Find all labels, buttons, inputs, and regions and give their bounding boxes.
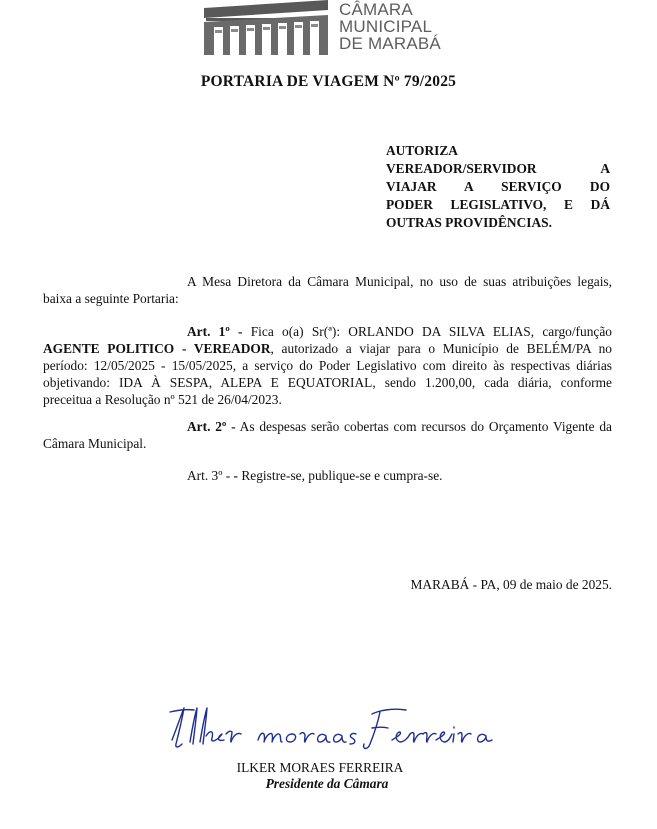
date-text: PA, 09 de maio de 2025.: [480, 577, 612, 592]
ementa-line-4: PODER LEGISLATIVO, E DÁ: [386, 197, 610, 212]
logo-line-2: MUNICIPAL: [339, 17, 433, 36]
intro-line-1-text: A Mesa Diretora da Câmara Municipal, no uso de suas atribuições legais,: [187, 274, 612, 289]
art1-line-2: [43, 340, 612, 357]
art1-label: Art. 1º -: [187, 324, 243, 339]
art2-line-1-text: As despesas serão cobertas com recursos do Orçamento Vigente da: [239, 419, 612, 434]
intro-line-2: baixa a seguinte Portaria:: [43, 291, 179, 306]
art2-line-1: [43, 418, 612, 435]
art2-label: Art. 2º -: [187, 419, 236, 434]
document-title: PORTARIA DE VIAGEM Nº 79/2025: [200, 73, 457, 90]
logo-wordmark: [339, 1, 441, 52]
ementa-line-1: AUTORIZA: [386, 143, 458, 158]
article-2: [43, 418, 612, 452]
art2-line-2: Câmara Municipal.: [43, 436, 147, 451]
art1-line-1: [43, 323, 612, 340]
art1-line-4: objetivando: IDA À SESPA, ALEPA E EQUATORIAL, sendo 1.200,00, cada diária, conforme: [43, 375, 612, 390]
date-city: MARABÁ -: [410, 577, 481, 592]
intro-paragraph: [43, 273, 612, 307]
building-logo-icon: [204, 0, 328, 55]
ementa-line-5: OUTRAS PROVIDÊNCIAS.: [386, 215, 552, 230]
art3-label: Art. 3º -: [187, 468, 231, 483]
logo-line-3: DE MARABÁ: [339, 34, 441, 53]
art1-line-2-text: , autorizado a viajar para o Município de BELÉM/PA no: [270, 341, 612, 356]
ementa: [386, 142, 610, 232]
article-3: [43, 467, 612, 484]
logo-line-1: CÂMARA: [339, 0, 413, 19]
art1-position: AGENTE POLITICO - VEREADOR: [43, 341, 271, 356]
article-1: [43, 323, 612, 408]
art1-line-1-text: Fica o(a) Sr(ª): ORLANDO DA SILVA ELIAS, cargo/função: [250, 324, 612, 339]
handwritten-signature: [166, 700, 496, 760]
art3-line-1: Art. 3º - - Registre-se, publique-se e cumpra-se.: [187, 468, 443, 483]
intro-line-1: [43, 273, 612, 290]
art3-line-1-text: Registre-se, publique-se e cumpra-se.: [241, 468, 443, 483]
signer-name: ILKER MORAES FERREIRA: [236, 760, 404, 775]
art1-line-5: preceitua a Resolução nº 521 de 26/04/2023.: [43, 392, 282, 407]
ementa-line-2: VEREADOR/SERVIDOR A: [386, 161, 610, 176]
art1-line-3: período: 12/05/2025 - 15/05/2025, a serviço do Poder Legislativo com direito às respectivas diárias: [43, 358, 612, 373]
date-line: [411, 577, 612, 593]
ementa-line-3: VIAJAR A SERVIÇO DO: [386, 179, 610, 194]
signer-role: Presidente da Câmara: [265, 776, 389, 791]
chamber-logo: [204, 0, 464, 58]
